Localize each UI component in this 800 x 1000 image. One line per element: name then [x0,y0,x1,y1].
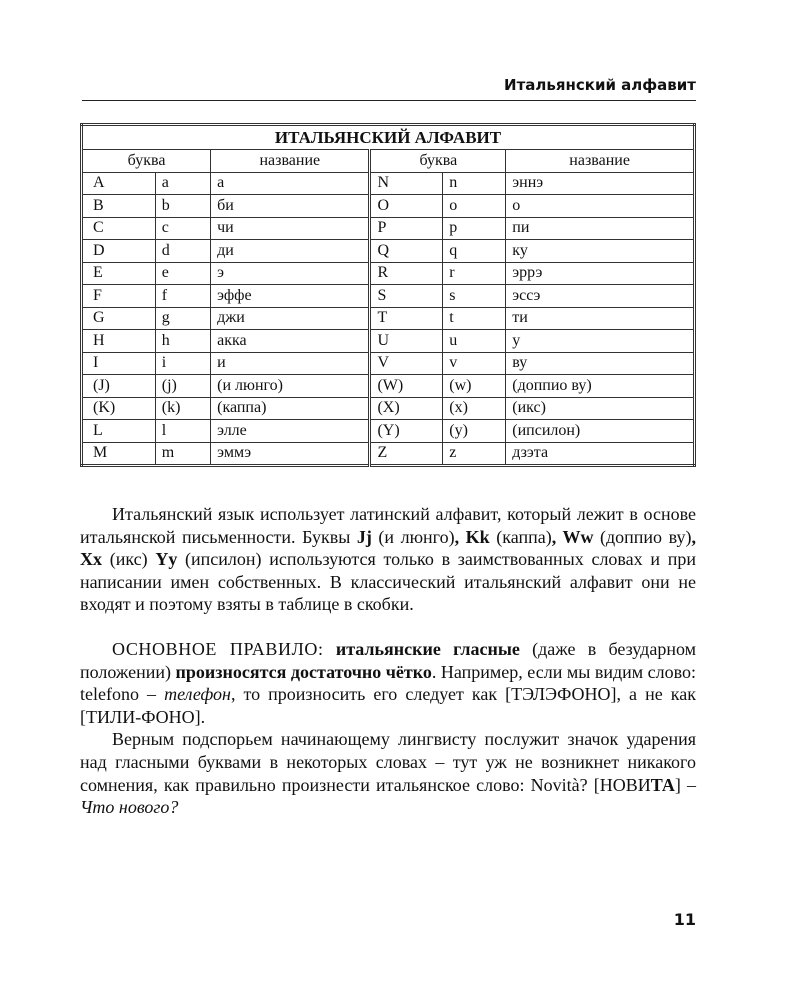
letter-upper: L [82,420,156,443]
letter-name: элле [211,420,370,443]
letter-lower: b [155,195,210,218]
table-row [82,217,695,240]
letter-lower: p [443,217,506,240]
letter-xx: Xx [80,549,102,570]
col-header-letter: буква [370,150,506,173]
paragraph-main-rule: ОСНОВНОЕ ПРАВИЛО: итальянские гласные (даже в безударном положении) произносятся достаточно чётко. Например, если мы видим слово: telefono – телефон, то произносить его следует как [ТЭЛЭФОНО], а не как [ТИЛИ-ФОНО]. [80,638,697,727]
letter-name: э [211,262,370,285]
running-header [82,76,696,101]
letter-upper: I [82,352,156,375]
table-row [82,352,695,375]
letter-upper: (Y) [370,420,443,443]
rule-label: ОСНОВНОЕ ПРАВИЛО: [112,638,324,659]
letter-name: (ипсилон) [506,420,695,443]
letter-name: (икс) [506,397,695,420]
letter-lower: a [155,172,210,195]
letter-upper: P [370,217,443,240]
letter-lower: g [155,307,210,330]
letter-upper: G [82,307,156,330]
letter-upper: S [370,285,443,308]
table-row [82,420,695,443]
letter-name: ку [506,240,695,263]
letter-upper: D [82,240,156,263]
letter-lower: v [443,352,506,375]
letter-name: ти [506,307,695,330]
translation-italic: Что нового? [80,797,179,818]
letter-lower: d [155,240,210,263]
letter-name: би [211,195,370,218]
letter-ww: Ww [562,526,594,547]
table-caption-row [82,125,695,150]
letter-lower: (w) [443,375,506,398]
letter-lower: o [443,195,506,218]
letter-lower: l [155,420,210,443]
table-row [82,285,695,308]
letter-name: ди [211,240,370,263]
letter-name: у [506,330,695,353]
table-row [82,375,695,398]
letter-upper: U [370,330,443,353]
letter-lower: f [155,285,210,308]
letter-name: акка [211,330,370,353]
letter-name: и [211,352,370,375]
table-row [82,262,695,285]
letter-name: джи [211,307,370,330]
letter-upper: A [82,172,156,195]
letter-name: чи [211,217,370,240]
table-row [82,397,695,420]
letter-name: эннэ [506,172,695,195]
letter-name: эссэ [506,285,695,308]
letter-kk: Kk [465,526,490,547]
col-header-name: название [506,150,695,173]
letter-upper: H [82,330,156,353]
letter-lower: s [443,285,506,308]
letter-lower: r [443,262,506,285]
letter-name: о [506,195,695,218]
letter-lower: t [443,307,506,330]
letter-lower: e [155,262,210,285]
letter-lower: c [155,217,210,240]
table-row [82,307,695,330]
body-text [80,503,696,819]
letter-lower: (y) [443,420,506,443]
letter-upper: O [370,195,443,218]
letter-name: эррэ [506,262,695,285]
letter-name: эммэ [211,442,370,466]
letter-lower: n [443,172,506,195]
letter-upper: F [82,285,156,308]
table-row [82,442,695,466]
letter-lower: m [155,442,210,466]
letter-name: пи [506,217,695,240]
letter-jj: Jj [356,526,372,547]
letter-name: (каппа) [211,397,370,420]
letter-lower: q [443,240,506,263]
letter-lower: (k) [155,397,210,420]
letter-upper: V [370,352,443,375]
letter-upper: (K) [82,397,156,420]
table-row [82,172,695,195]
letter-lower: (x) [443,397,506,420]
letter-lower: i [155,352,210,375]
letter-upper: N [370,172,443,195]
letter-name: дзэта [506,442,695,466]
letter-upper: (J) [82,375,156,398]
letter-yy: Yy [155,549,178,570]
page-number: 11 [673,910,696,929]
table-row [82,330,695,353]
letter-upper: B [82,195,156,218]
letter-name: а [211,172,370,195]
paragraph-alphabet: Итальянский язык использует латинский алфавит, который лежит в основе итальянской письменности. Буквы Jj (и люнго), Kk (каппа), Ww (доппио ву), Xx (икс) Yy (ипсилон) используются только в заимствованных словах и при написании имен собственных. В классический итальянский алфавит они не входят и поэтому взяты в таблице в скобки. [80,504,696,615]
table-row [82,240,695,263]
letter-lower: z [443,442,506,466]
letter-upper: Q [370,240,443,263]
letter-upper: (X) [370,397,443,420]
letter-upper: E [82,262,156,285]
letter-name: (и люнго) [211,375,370,398]
letter-upper: C [82,217,156,240]
letter-lower: (j) [155,375,210,398]
letter-lower: h [155,330,210,353]
letter-name: (доппио ву) [506,375,695,398]
letter-name: эффе [211,285,370,308]
table-header-row [82,150,695,173]
letter-upper: T [370,307,443,330]
table-caption: ИТАЛЬЯНСКИЙ АЛФАВИТ [82,125,695,150]
letter-upper: R [370,262,443,285]
col-header-name: название [211,150,370,173]
alphabet-table [80,123,696,467]
letter-name: ву [506,352,695,375]
letter-upper: (W) [370,375,443,398]
paragraph-stress-mark: Верным подспорьем начинающему лингвисту послужит значок ударения над гласными буквами в некоторых словах – тут уж не возникнет никакого сомнения, как правильно произнести итальянское слово: Novità? [НОВИТА] – Что нового? [80,729,696,818]
table-row [82,195,695,218]
header-title: Итальянский алфавит [504,76,696,94]
letter-upper: Z [370,442,443,466]
letter-lower: u [443,330,506,353]
col-header-letter: буква [82,150,211,173]
letter-upper: M [82,442,156,466]
